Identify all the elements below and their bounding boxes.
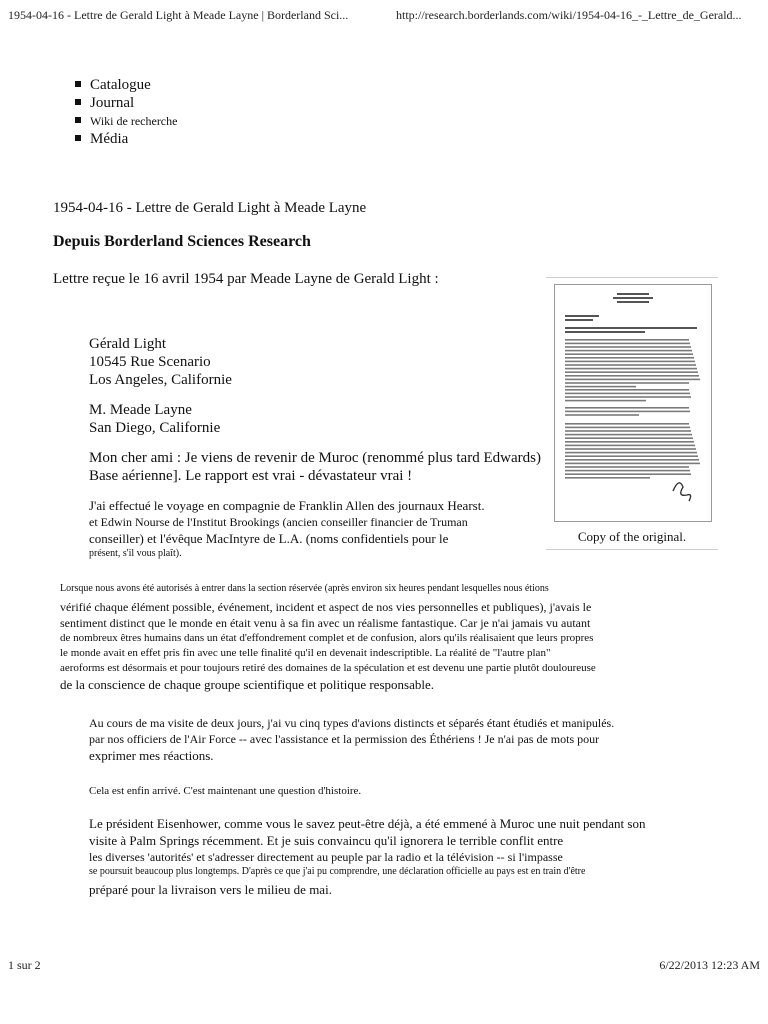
figure-top-divider [546, 277, 718, 278]
letter-scan-line [565, 368, 697, 370]
letter-scan-line [565, 430, 691, 432]
print-page-url: http://research.borderlands.com/wiki/1954-04-16_-_Lettre_de_Gerald... [396, 8, 742, 22]
letter-scan-image [555, 285, 711, 521]
nav-item-label[interactable]: Journal [90, 95, 135, 111]
letter-paragraph [89, 715, 689, 764]
letter-scan-line [565, 407, 689, 409]
square-bullet-icon [75, 81, 81, 87]
nav-item-label[interactable]: Wiki de recherche [90, 114, 178, 128]
figure-caption: Copy of the original. [577, 529, 687, 544]
paragraph-line: conseiller) et l'évêque MacIntyre de L.A. (noms confidentiels pour le [89, 531, 449, 546]
paragraph-line: J'ai effectué le voyage en compagnie de Franklin Allen des journaux Hearst. [89, 498, 485, 513]
paragraph-line: de la conscience de chaque groupe scientifique et politique responsable. [60, 677, 434, 692]
nav-item-label[interactable]: Catalogue [90, 77, 151, 93]
letter-scan-line [565, 393, 690, 395]
print-page-title: 1954-04-16 - Lettre de Gerald Light à Meade Layne | Borderland Sci... [8, 8, 349, 22]
letter-scan-line [565, 346, 691, 348]
nav-item-wiki[interactable] [72, 112, 177, 130]
paragraph-line: sentiment distinct que le monde en était venu à sa fin avec un réalisme fantastique. Car je n'ai jamais vu autant [60, 616, 591, 630]
letter-scan-line [565, 343, 690, 345]
paragraph-line: par nos officiers de l'Air Force -- avec l'assistance et la permission des Éthériens ! Je n'ai pas de mots pour [89, 732, 600, 746]
letter-scan-line [565, 361, 695, 363]
print-page-number: 1 sur 2 [8, 958, 41, 972]
letter-scan-line [565, 353, 693, 355]
paragraph-line: aeroforms est désormais et pour toujours retiré des domaines de la spéculation et est devenu une partie plutôt douloureuse [60, 662, 596, 674]
letter-scan-line [565, 382, 689, 384]
sender-street: 10545 Rue Scenario [89, 354, 211, 370]
letter-scan-line [565, 414, 639, 416]
intro-text: Lettre reçue le 16 avril 1954 par Meade Layne de Gerald Light : [53, 271, 439, 287]
letter-paragraph [89, 449, 689, 485]
paragraph-line: se poursuit beaucoup plus longtemps. D'après ce que j'ai pu comprendre, une déclaration officielle au pays est en train d'être [89, 866, 586, 877]
sender-address [89, 335, 232, 389]
paragraph-line: et Edwin Nourse de l'Institut Brookings (ancien conseiller financier de Truman [89, 515, 468, 529]
letter-scan-line [565, 427, 690, 429]
original-letter-thumbnail[interactable] [554, 284, 712, 522]
letter-scan-line [565, 379, 700, 381]
nav-item-journal[interactable] [72, 94, 177, 112]
paragraph-line: exprimer mes réactions. [89, 748, 214, 763]
letter-scan-line [565, 400, 646, 402]
paragraph-line: vérifié chaque élément possible, événement, incident et aspect de nos vies personnelles et publiques), j'avais le [60, 600, 592, 614]
recipient-name: M. Meade Layne [89, 402, 192, 418]
letter-scan-line [565, 350, 692, 352]
paragraph-line: préparé pour la livraison vers le milieu de mai. [89, 882, 332, 897]
paragraph-line: Cela est enfin arrivé. C'est maintenant une question d'histoire. [89, 785, 362, 797]
letter-paragraph [89, 815, 689, 898]
paragraph-line: Base aérienne]. Le rapport est vrai - dévastateur vrai ! [89, 468, 413, 484]
square-bullet-icon [75, 135, 81, 141]
paragraph-line: Lorsque nous avons été autorisés à entrer dans la section réservée (après environ six heures pendant lesquelles nous étions [60, 583, 549, 594]
letter-paragraph [60, 582, 720, 693]
page-subtitle: Depuis Borderland Sciences Research [53, 233, 311, 250]
paragraph-line: de nombreux êtres humains dans un état d'effondrement complet et de confusion, alors qu'ils réalisaient que leurs propres [60, 632, 594, 644]
square-bullet-icon [75, 99, 81, 105]
letter-scan-line [565, 434, 692, 436]
letter-scan-line [565, 423, 689, 425]
square-bullet-icon [75, 117, 81, 123]
letter-scan-line [565, 445, 695, 447]
paragraph-line: le monde avait en effet pris fin avec une telle finalité qu'il en devenait indescriptible. La réalité de "l'autre plan" [60, 647, 551, 659]
letter-scan-line [565, 437, 693, 439]
recipient-city: San Diego, Californie [89, 420, 221, 436]
paragraph-line: Au cours de ma visite de deux jours, j'ai vu cinq types d'avions distincts et séparés étant étudiés et manipulés. [89, 716, 615, 730]
letter-scan-line [565, 339, 689, 341]
print-datetime: 6/22/2013 12:23 AM [659, 958, 760, 972]
letter-scan-line [565, 357, 694, 359]
paragraph-line: Mon cher ami : Je viens de revenir de Muroc (renommé plus tard Edwards) [89, 450, 541, 466]
nav-item-media[interactable] [72, 130, 177, 148]
letter-scan-line [565, 396, 691, 398]
letter-scan-line [565, 386, 636, 388]
paragraph-line: les diverses 'autorités' et s'adresser directement au peuple par la radio et la télévision -- si l'impasse [89, 850, 563, 864]
letter-scan-line [565, 371, 698, 373]
paragraph-line: présent, s'il vous plaît). [89, 548, 182, 559]
recipient-address [89, 401, 220, 437]
letter-scan-line [565, 411, 690, 413]
sender-city: Los Angeles, Californie [89, 372, 232, 388]
letter-scan-line [565, 364, 696, 366]
letter-scan-line [565, 441, 694, 443]
nav-item-catalogue[interactable] [72, 76, 177, 94]
site-nav [72, 76, 177, 148]
paragraph-line: visite à Palm Springs récemment. Et je suis convaincu qu'il ignorera le terrible conflit entre [89, 833, 564, 848]
letter-scan-line [565, 389, 689, 391]
letter-paragraph [89, 784, 689, 799]
letter-scan-line [565, 375, 699, 377]
page-title: 1954-04-16 - Lettre de Gerald Light à Meade Layne [53, 200, 367, 216]
nav-item-label[interactable]: Média [90, 131, 129, 147]
paragraph-line: Le président Eisenhower, comme vous le savez peut-être déjà, a été emmené à Muroc une nuit pendant son [89, 816, 646, 831]
sender-name: Gérald Light [89, 336, 167, 352]
letter-paragraph [89, 497, 689, 561]
